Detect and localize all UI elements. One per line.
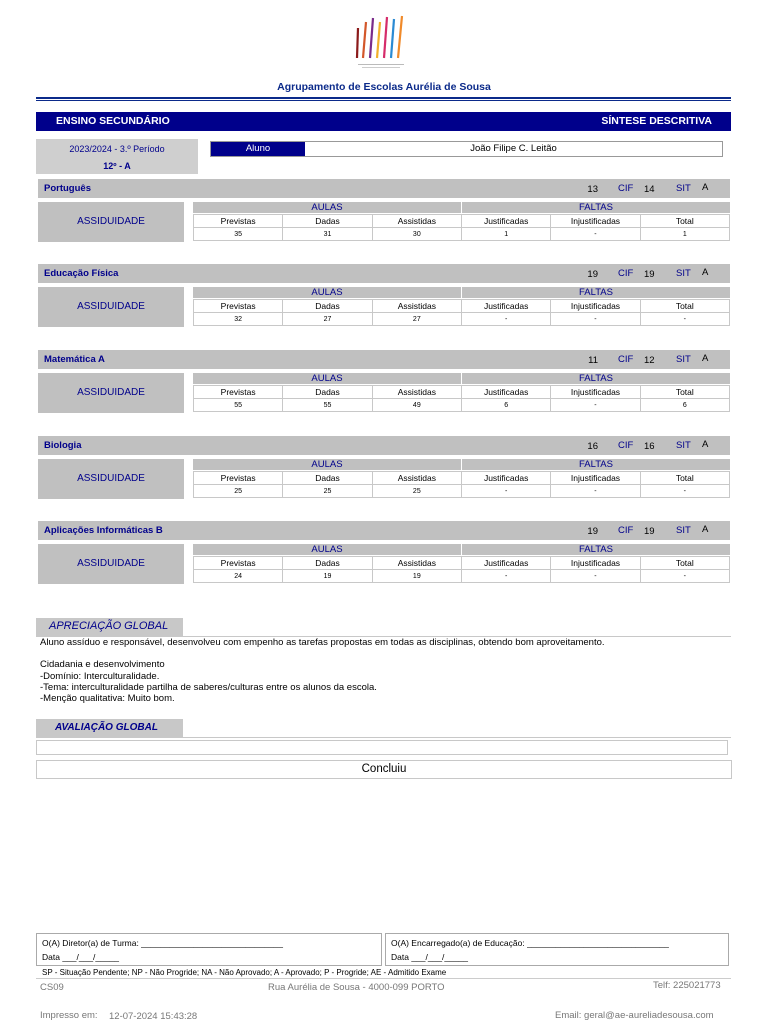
value-assistidas: 49	[372, 399, 461, 412]
assiduidade-label: ASSIDUIDADE	[38, 459, 184, 499]
value-assistidas: 27	[372, 313, 461, 326]
col-assistidas: Assistidas	[372, 215, 461, 228]
subject-header	[38, 350, 730, 369]
assiduidade-label: ASSIDUIDADE	[38, 373, 184, 413]
apreciacao-text	[40, 637, 730, 704]
value-injustificadas: -	[551, 313, 640, 326]
cif-label: CIF	[618, 268, 634, 279]
avaliacao-divider	[36, 737, 731, 738]
class-label: 12º - A	[103, 161, 131, 171]
subject-header	[38, 264, 730, 283]
apreciacao-line: Aluno assíduo e responsável, desenvolveu com empenho as tarefas propostas em todas as disciplinas, obtendo bom aproveitamento.	[40, 637, 605, 648]
value-justificadas: 6	[461, 399, 550, 412]
avaliacao-title: AVALIAÇÃO GLOBAL	[55, 722, 158, 733]
sit-value: A	[702, 353, 709, 364]
assiduidade-label: ASSIDUIDADE	[38, 287, 184, 327]
value-previstas: 24	[194, 570, 283, 583]
student-box	[210, 141, 723, 157]
table-header-row	[194, 557, 730, 570]
table-row	[194, 399, 730, 412]
col-previstas: Previstas	[194, 386, 283, 399]
cif-label: CIF	[618, 354, 634, 365]
value-dadas: 25	[283, 485, 372, 498]
table-row	[194, 313, 730, 326]
legend: SP - Situação Pendente; NP - Não Progride; NA - Não Aprovado; A - Aprovado; P - Progride; AE - Admitido Exame	[42, 968, 447, 977]
col-dadas: Dadas	[283, 386, 372, 399]
value-assistidas: 19	[372, 570, 461, 583]
subject-grade: 19	[587, 269, 598, 280]
value-previstas: 55	[194, 399, 283, 412]
col-justificadas: Justificadas	[461, 557, 550, 570]
header-divider	[36, 97, 731, 99]
faltas-header: FALTAS	[462, 544, 730, 555]
value-dadas: 19	[283, 570, 372, 583]
faltas-header: FALTAS	[462, 373, 730, 384]
col-justificadas: Justificadas	[461, 386, 550, 399]
col-total: Total	[640, 215, 729, 228]
table-header-row	[194, 472, 730, 485]
director-date: Data ___/___/_____	[42, 952, 120, 962]
col-dadas: Dadas	[283, 300, 372, 313]
col-injustificadas: Injustificadas	[551, 472, 640, 485]
avaliacao-empty-box	[36, 740, 728, 755]
value-justificadas: -	[461, 485, 550, 498]
aulas-header: AULAS	[193, 459, 461, 470]
col-injustificadas: Injustificadas	[551, 215, 640, 228]
apreciacao-line: Cidadania e desenvolvimento	[40, 659, 165, 671]
aulas-header: AULAS	[193, 202, 461, 213]
sit-label: SIT	[676, 354, 691, 365]
value-justificadas: -	[461, 570, 550, 583]
title-bar	[36, 112, 731, 131]
faltas-header: FALTAS	[462, 459, 730, 470]
value-assistidas: 25	[372, 485, 461, 498]
guardian-label: O(A) Encarregado(a) de Educação: ______________________________	[391, 938, 669, 948]
sit-value: A	[702, 182, 709, 193]
attendance-table	[193, 299, 730, 326]
col-assistidas: Assistidas	[372, 557, 461, 570]
printed-label: Impresso em:	[40, 1010, 98, 1021]
school-logo	[352, 14, 416, 76]
col-total: Total	[640, 557, 729, 570]
subject-header	[38, 436, 730, 455]
sit-label: SIT	[676, 525, 691, 536]
level-label: ENSINO SECUNDÁRIO	[56, 115, 170, 127]
table-row	[194, 485, 730, 498]
school-email: Email: geral@ae-aureliadesousa.com	[555, 1010, 714, 1021]
director-signature-box	[36, 933, 382, 966]
value-injustificadas: -	[551, 570, 640, 583]
school-name: Agrupamento de Escolas Aurélia de Sousa	[277, 81, 491, 93]
guardian-signature-box	[385, 933, 729, 966]
col-assistidas: Assistidas	[372, 472, 461, 485]
value-assistidas: 30	[372, 228, 461, 241]
aulas-header: AULAS	[193, 373, 461, 384]
faltas-header: FALTAS	[462, 202, 730, 213]
value-injustificadas: -	[551, 399, 640, 412]
value-total: -	[640, 313, 729, 326]
col-previstas: Previstas	[194, 472, 283, 485]
cif-value: 12	[644, 355, 655, 366]
col-justificadas: Justificadas	[461, 300, 550, 313]
value-dadas: 55	[283, 399, 372, 412]
col-previstas: Previstas	[194, 300, 283, 313]
assiduidade-label: ASSIDUIDADE	[38, 202, 184, 242]
col-total: Total	[640, 300, 729, 313]
subject-name: Educação Física	[44, 268, 119, 279]
attendance-table	[193, 385, 730, 412]
col-previstas: Previstas	[194, 557, 283, 570]
value-total: 6	[640, 399, 729, 412]
printed-date: 12-07-2024 15:43:28	[109, 1011, 198, 1022]
period-label: 2023/2024 - 3.º Período	[69, 144, 165, 154]
director-label: O(A) Diretor(a) de Turma: ______________________________	[42, 938, 284, 948]
apreciacao-title: APRECIAÇÃO GLOBAL	[49, 620, 169, 632]
footer-divider	[36, 978, 731, 979]
value-total: -	[640, 570, 729, 583]
cif-label: CIF	[618, 525, 634, 536]
cif-value: 19	[644, 526, 655, 537]
school-phone: Telf: 225021773	[653, 980, 721, 991]
apreciacao-line: -Domínio: Interculturalidade.	[40, 670, 160, 682]
apreciacao-line: -Tema: interculturalidade partilha de saberes/culturas entre os alunos da escola.	[40, 681, 377, 693]
aulas-header: AULAS	[193, 287, 461, 298]
subject-name: Biologia	[44, 440, 82, 451]
col-dadas: Dadas	[283, 215, 372, 228]
value-injustificadas: -	[551, 485, 640, 498]
col-dadas: Dadas	[283, 557, 372, 570]
apreciacao-line	[40, 648, 730, 659]
subject-header	[38, 521, 730, 540]
cif-value: 16	[644, 441, 655, 452]
value-dadas: 31	[283, 228, 372, 241]
table-row	[194, 570, 730, 583]
col-total: Total	[640, 386, 729, 399]
sit-label: SIT	[676, 440, 691, 451]
value-previstas: 35	[194, 228, 283, 241]
assiduidade-label: ASSIDUIDADE	[38, 544, 184, 584]
faltas-header: FALTAS	[462, 287, 730, 298]
cif-label: CIF	[618, 183, 634, 194]
col-assistidas: Assistidas	[372, 300, 461, 313]
value-total: -	[640, 485, 729, 498]
col-previstas: Previstas	[194, 215, 283, 228]
col-assistidas: Assistidas	[372, 386, 461, 399]
school-address: Rua Aurélia de Sousa - 4000-099 PORTO	[268, 982, 445, 993]
col-injustificadas: Injustificadas	[551, 386, 640, 399]
cif-label: CIF	[618, 440, 634, 451]
avaliacao-title-box	[36, 719, 183, 737]
student-name: João Filipe C. Leitão	[470, 143, 557, 154]
attendance-table	[193, 556, 730, 583]
header-divider-thin	[36, 100, 731, 101]
sit-label: SIT	[676, 268, 691, 279]
subject-grade: 16	[587, 441, 598, 452]
value-justificadas: 1	[461, 228, 550, 241]
col-total: Total	[640, 472, 729, 485]
document-type: SÍNTESE DESCRITIVA	[601, 115, 712, 127]
subject-name: Matemática A	[44, 354, 105, 365]
table-header-row	[194, 386, 730, 399]
attendance-table	[193, 214, 730, 241]
col-injustificadas: Injustificadas	[551, 300, 640, 313]
sit-value: A	[702, 524, 709, 535]
value-total: 1	[640, 228, 729, 241]
subject-name: Português	[44, 183, 91, 194]
subject-grade: 19	[587, 526, 598, 537]
table-header-row	[194, 300, 730, 313]
document-code: CS09	[40, 982, 64, 993]
guardian-date: Data ___/___/_____	[391, 952, 469, 962]
sit-value: A	[702, 267, 709, 278]
col-injustificadas: Injustificadas	[551, 557, 640, 570]
aulas-header: AULAS	[193, 544, 461, 555]
value-previstas: 25	[194, 485, 283, 498]
table-row	[194, 228, 730, 241]
subject-grade: 13	[587, 184, 598, 195]
sit-value: A	[702, 439, 709, 450]
value-justificadas: -	[461, 313, 550, 326]
col-justificadas: Justificadas	[461, 472, 550, 485]
subject-header	[38, 179, 730, 198]
period-box	[36, 139, 198, 174]
value-dadas: 27	[283, 313, 372, 326]
avaliacao-result: Concluiu	[36, 760, 732, 779]
attendance-table	[193, 471, 730, 498]
subject-grade: 11	[588, 355, 598, 366]
cif-value: 14	[644, 184, 655, 195]
col-justificadas: Justificadas	[461, 215, 550, 228]
value-injustificadas: -	[551, 228, 640, 241]
col-dadas: Dadas	[283, 472, 372, 485]
apreciacao-title-box	[36, 618, 183, 636]
apreciacao-line: -Menção qualitativa: Muito bom.	[40, 692, 175, 704]
student-label: Aluno	[211, 142, 305, 156]
value-previstas: 32	[194, 313, 283, 326]
cif-value: 19	[644, 269, 655, 280]
sit-label: SIT	[676, 183, 691, 194]
subject-name: Aplicações Informáticas B	[44, 525, 163, 536]
table-header-row	[194, 215, 730, 228]
